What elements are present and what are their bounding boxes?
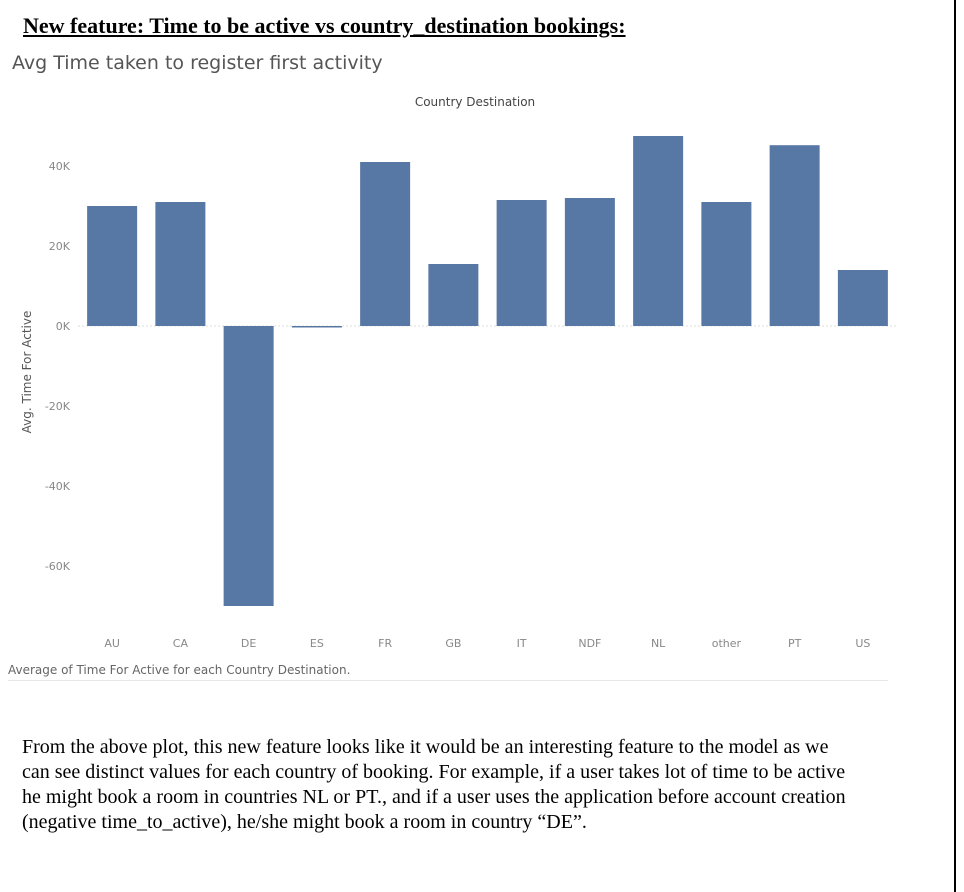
y-tick-label: 20K	[48, 240, 70, 253]
bars-group	[87, 136, 888, 606]
bar-au[interactable]	[87, 206, 137, 326]
bar-ca[interactable]	[155, 202, 205, 326]
x-tick-label: FR	[378, 637, 393, 650]
caption-divider	[8, 680, 888, 681]
x-tick-label: NL	[650, 637, 666, 650]
x-tick-label: GB	[445, 637, 462, 650]
x-tick-label: IT	[516, 637, 527, 650]
page-right-border	[954, 0, 956, 892]
y-tick-label: 40K	[48, 160, 70, 173]
y-axis-title: Avg. Time For Active	[20, 310, 34, 434]
y-tick-label: 0K	[55, 320, 70, 333]
bar-de[interactable]	[224, 326, 274, 606]
bar-chart	[0, 85, 900, 660]
bar-fr[interactable]	[360, 162, 410, 326]
x-tick-label: NDF	[578, 637, 602, 650]
y-tick-label: -40K	[44, 480, 70, 493]
x-tick-label: US	[855, 637, 871, 650]
x-tick-label: PT	[787, 637, 802, 650]
x-tick-label: AU	[104, 637, 120, 650]
analysis-paragraph: From the above plot, this new feature looks like it would be an interesting feature to the model as we can see distinct values for each country of booking. For example, if a user takes lot of time to be active he might book a room in countries NL or PT., and if a user uses the application before account creation (negative time_to_active), he/she might book a room in country “DE”.	[22, 736, 846, 833]
bar-nl[interactable]	[633, 136, 683, 326]
x-axis-ticks	[104, 637, 870, 650]
x-tick-label: ES	[309, 637, 324, 650]
bar-pt[interactable]	[770, 145, 820, 326]
bar-it[interactable]	[497, 200, 547, 326]
bar-es[interactable]	[292, 326, 342, 328]
bar-ndf[interactable]	[565, 198, 615, 326]
chart-subtitle: Country Destination	[414, 95, 536, 109]
chart-title: Avg Time taken to register first activity	[12, 52, 383, 74]
chart-caption: Average of Time For Active for each Country Destination.	[8, 663, 351, 677]
y-tick-label: -60K	[44, 560, 70, 573]
section-heading: New feature: Time to be active vs country_destination bookings:	[23, 13, 626, 38]
bar-gb[interactable]	[428, 264, 478, 326]
bar-us[interactable]	[838, 270, 888, 326]
y-tick-label: -20K	[44, 400, 70, 413]
bar-other[interactable]	[701, 202, 751, 326]
x-tick-label: DE	[240, 637, 257, 650]
x-tick-label: other	[711, 637, 742, 650]
x-tick-label: CA	[172, 637, 188, 650]
